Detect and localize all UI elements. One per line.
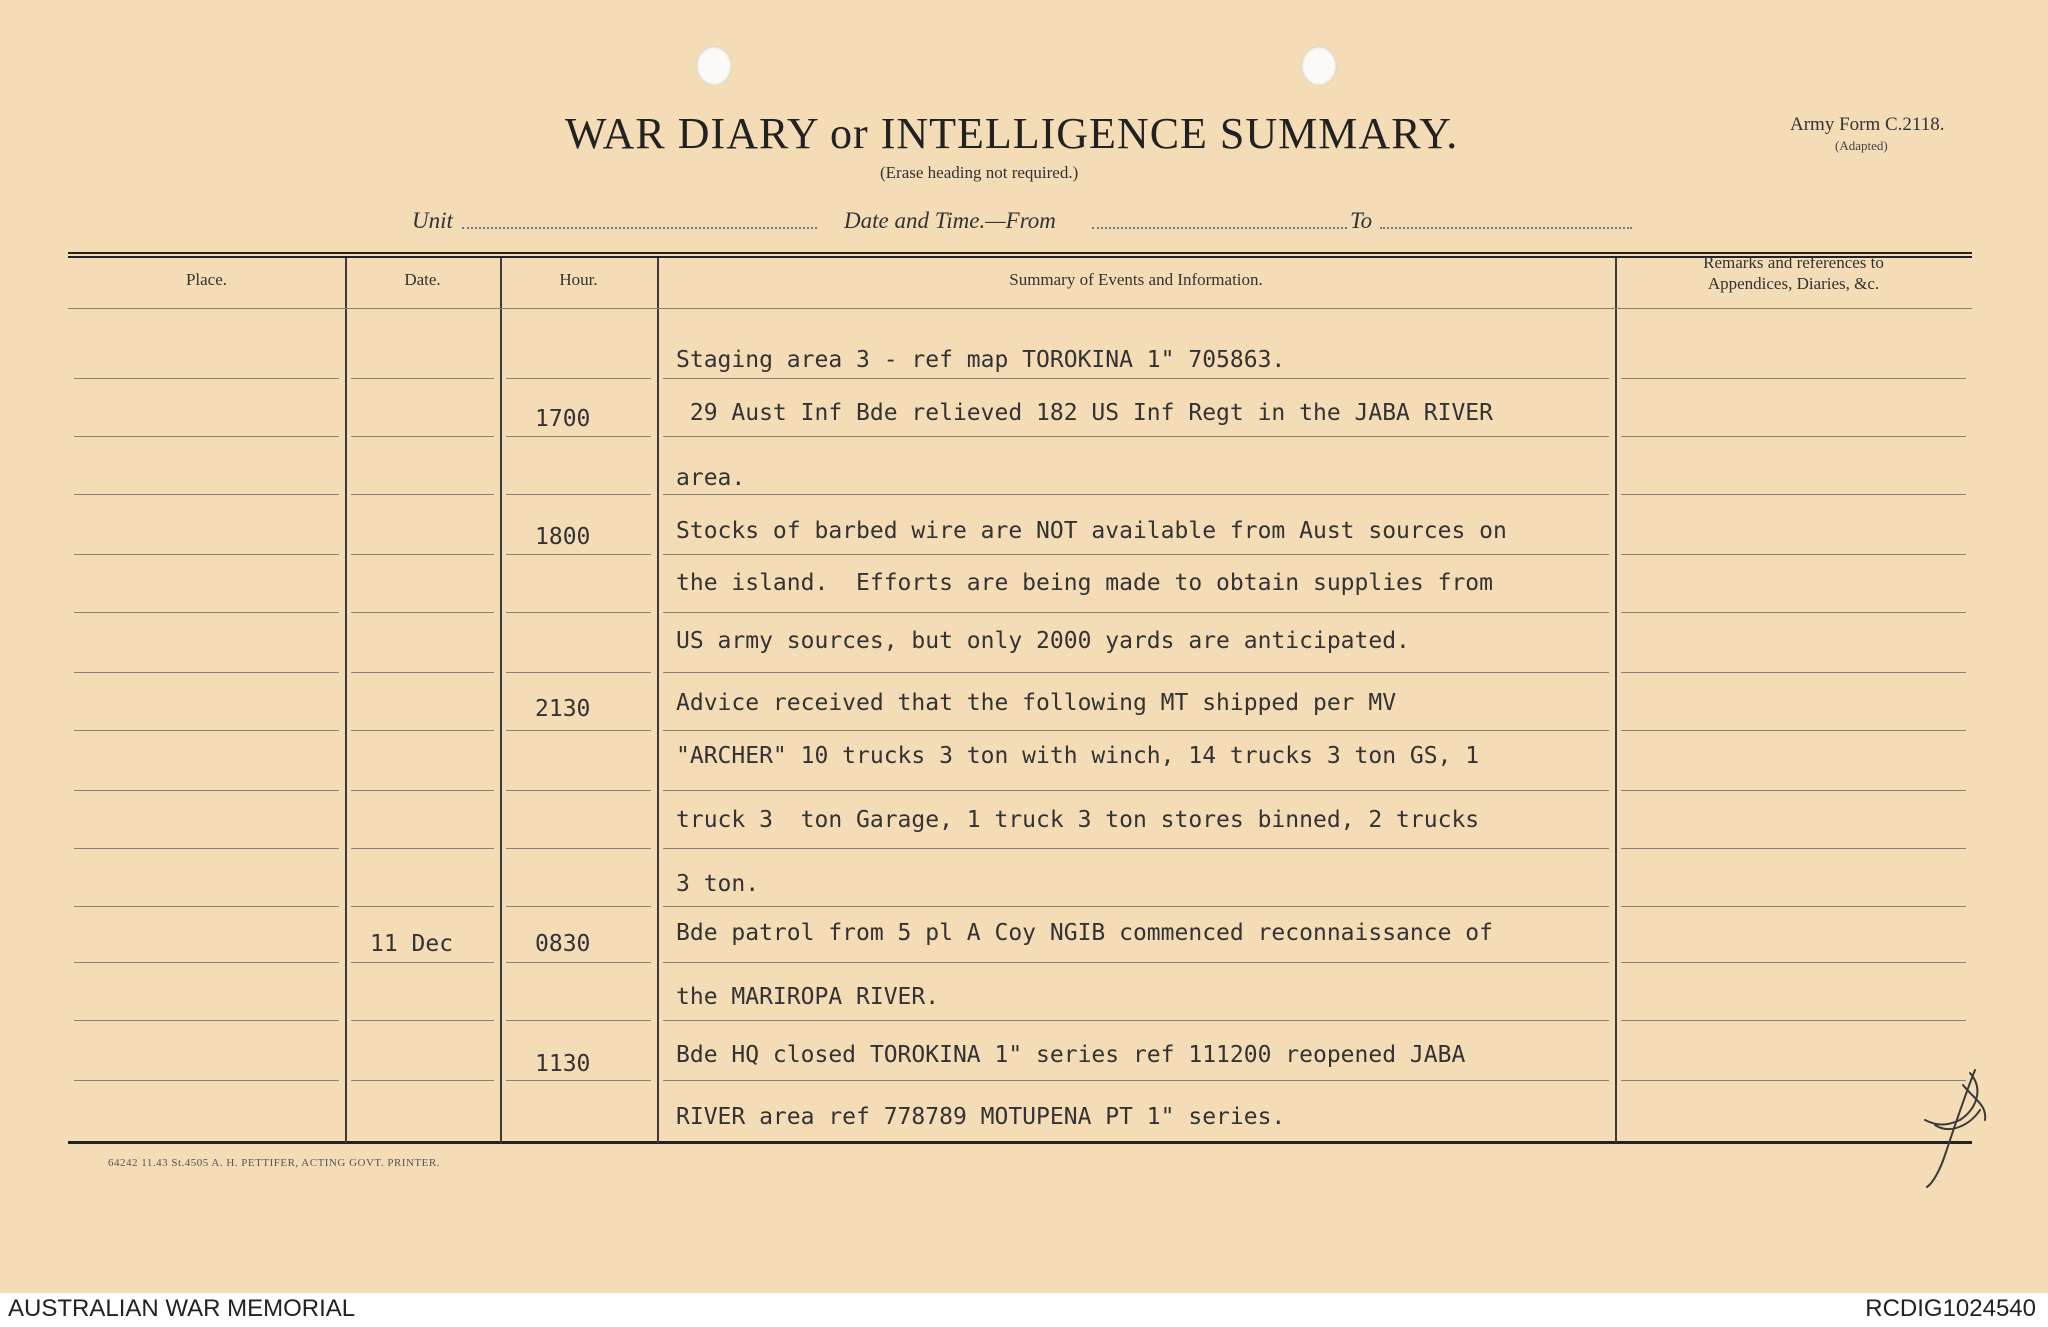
- table-bottom-rule: [68, 1141, 1972, 1144]
- ruled-line: [74, 494, 339, 495]
- ruled-line: [506, 848, 651, 849]
- summary-line: Bde HQ closed TOROKINA 1" series ref 111200 reopened JABA: [676, 1042, 1466, 1068]
- ruled-line: [506, 1020, 651, 1021]
- summary-line: area.: [676, 465, 746, 491]
- column-header-place: Place.: [185, 270, 228, 289]
- ruled-line: [74, 1020, 339, 1021]
- ruled-line: [351, 1080, 494, 1081]
- ruled-line: [506, 672, 651, 673]
- ruled-line: [663, 962, 1609, 963]
- ruled-line: [74, 730, 339, 731]
- ruled-line: [351, 962, 494, 963]
- summary-line: Stocks of barbed wire are NOT available from Aust sources on: [676, 518, 1507, 544]
- summary-line: the island. Efforts are being made to obtain supplies from: [676, 570, 1493, 596]
- ruled-line: [74, 672, 339, 673]
- ruled-line: [1621, 906, 1966, 907]
- ruled-line: [1621, 494, 1966, 495]
- date-time-label: Date and Time.—From: [844, 208, 1056, 233]
- ruled-line: [663, 1080, 1609, 1081]
- ruled-line: [506, 1080, 651, 1081]
- summary-line: 29 Aust Inf Bde relieved 182 US Inf Regt in the JABA RIVER: [676, 400, 1493, 426]
- ruled-line: [1621, 672, 1966, 673]
- hour-cell: 2130: [535, 696, 591, 722]
- ruled-line: [74, 436, 339, 437]
- ruled-line: [351, 906, 494, 907]
- ruled-line: [351, 672, 494, 673]
- column-header-date: Date.: [404, 270, 441, 289]
- to-label: To: [1350, 208, 1373, 233]
- ruled-line: [1621, 790, 1966, 791]
- header-rule: [68, 308, 1972, 309]
- ruled-line: [1621, 378, 1966, 379]
- column-divider: [500, 258, 502, 1143]
- summary-line: Advice received that the following MT shipped per MV: [676, 690, 1397, 716]
- hour-cell: 0830: [535, 931, 591, 957]
- hour-cell: 1800: [535, 524, 591, 550]
- ruled-line: [74, 554, 339, 555]
- ruled-line: [506, 962, 651, 963]
- ruled-line: [74, 1080, 339, 1081]
- punch-hole: [696, 46, 732, 86]
- ruled-line: [663, 672, 1609, 673]
- summary-line: truck 3 ton Garage, 1 truck 3 ton stores binned, 2 trucks: [676, 807, 1480, 833]
- ruled-line: [74, 848, 339, 849]
- column-header-remarks: Appendices, Diaries, &c.: [1707, 274, 1880, 293]
- ruled-line: [351, 554, 494, 555]
- ruled-line: [351, 378, 494, 379]
- date-to-field: [1380, 227, 1632, 229]
- ruled-line: [1621, 962, 1966, 963]
- ruled-line: [506, 436, 651, 437]
- ruled-line: [74, 906, 339, 907]
- ruled-line: [74, 378, 339, 379]
- ruled-line: [506, 906, 651, 907]
- form-code-note: (Adapted): [1835, 138, 1888, 153]
- printer-imprint: 64242 11.43 St.4505 A. H. PETTIFER, ACTING GOVT. PRINTER.: [108, 1157, 440, 1169]
- summary-line: Staging area 3 - ref map TOROKINA 1" 705863.: [676, 347, 1286, 373]
- unit-field: [462, 227, 817, 229]
- ruled-line: [663, 612, 1609, 613]
- ruled-line: [1621, 612, 1966, 613]
- ruled-line: [1621, 1020, 1966, 1021]
- ruled-line: [351, 1020, 494, 1021]
- form-title: WAR DIARY or INTELLIGENCE SUMMARY.: [565, 109, 1459, 158]
- hour-cell: 1700: [535, 406, 591, 432]
- column-divider: [345, 258, 347, 1143]
- ruled-line: [663, 1020, 1609, 1021]
- ruled-line: [663, 730, 1609, 731]
- ruled-line: [506, 612, 651, 613]
- column-header-summary: Summary of Events and Information.: [1009, 270, 1263, 289]
- date-from-field: [1092, 227, 1347, 229]
- hour-cell: 1130: [535, 1051, 591, 1077]
- form-subtitle: (Erase heading not required.): [880, 163, 1079, 182]
- summary-line: "ARCHER" 10 trucks 3 ton with winch, 14 trucks 3 ton GS, 1: [676, 743, 1480, 769]
- summary-line: Bde patrol from 5 pl A Coy NGIB commenced reconnaissance of: [676, 920, 1493, 946]
- summary-line: RIVER area ref 778789 MOTUPENA PT 1" series.: [676, 1104, 1286, 1130]
- unit-label: Unit: [412, 208, 453, 233]
- date-cell: 11 Dec: [370, 931, 454, 957]
- form-code: Army Form C.2118.: [1790, 114, 1945, 135]
- footer-source: AUSTRALIAN WAR MEMORIAL: [8, 1295, 356, 1322]
- ruled-line: [663, 790, 1609, 791]
- ruled-line: [1621, 848, 1966, 849]
- ruled-line: [506, 730, 651, 731]
- ruled-line: [663, 378, 1609, 379]
- summary-line: US army sources, but only 2000 yards are anticipated.: [676, 628, 1410, 654]
- column-header-remarks: Remarks and references to: [1703, 253, 1884, 272]
- ruled-line: [74, 612, 339, 613]
- ruled-line: [74, 962, 339, 963]
- ruled-line: [351, 612, 494, 613]
- column-header-hour: Hour.: [559, 270, 598, 289]
- ruled-line: [351, 436, 494, 437]
- ruled-line: [506, 790, 651, 791]
- ruled-line: [506, 378, 651, 379]
- summary-line: the MARIROPA RIVER.: [676, 984, 940, 1010]
- ruled-line: [663, 848, 1609, 849]
- ruled-line: [506, 494, 651, 495]
- ruled-line: [351, 730, 494, 731]
- ruled-line: [1621, 554, 1966, 555]
- column-divider: [657, 258, 659, 1143]
- footer-record-id: RCDIG1024540: [1865, 1295, 2036, 1322]
- ruled-line: [506, 554, 651, 555]
- summary-line: 3 ton.: [676, 871, 760, 897]
- signature-mark: [1915, 1065, 1995, 1195]
- ruled-line: [1621, 436, 1966, 437]
- ruled-line: [74, 790, 339, 791]
- ruled-line: [663, 436, 1609, 437]
- column-divider: [1615, 258, 1617, 1143]
- ruled-line: [663, 906, 1609, 907]
- ruled-line: [663, 554, 1609, 555]
- ruled-line: [1621, 730, 1966, 731]
- ruled-line: [351, 790, 494, 791]
- ruled-line: [351, 848, 494, 849]
- ruled-line: [351, 494, 494, 495]
- punch-hole: [1301, 46, 1337, 86]
- ruled-line: [663, 494, 1609, 495]
